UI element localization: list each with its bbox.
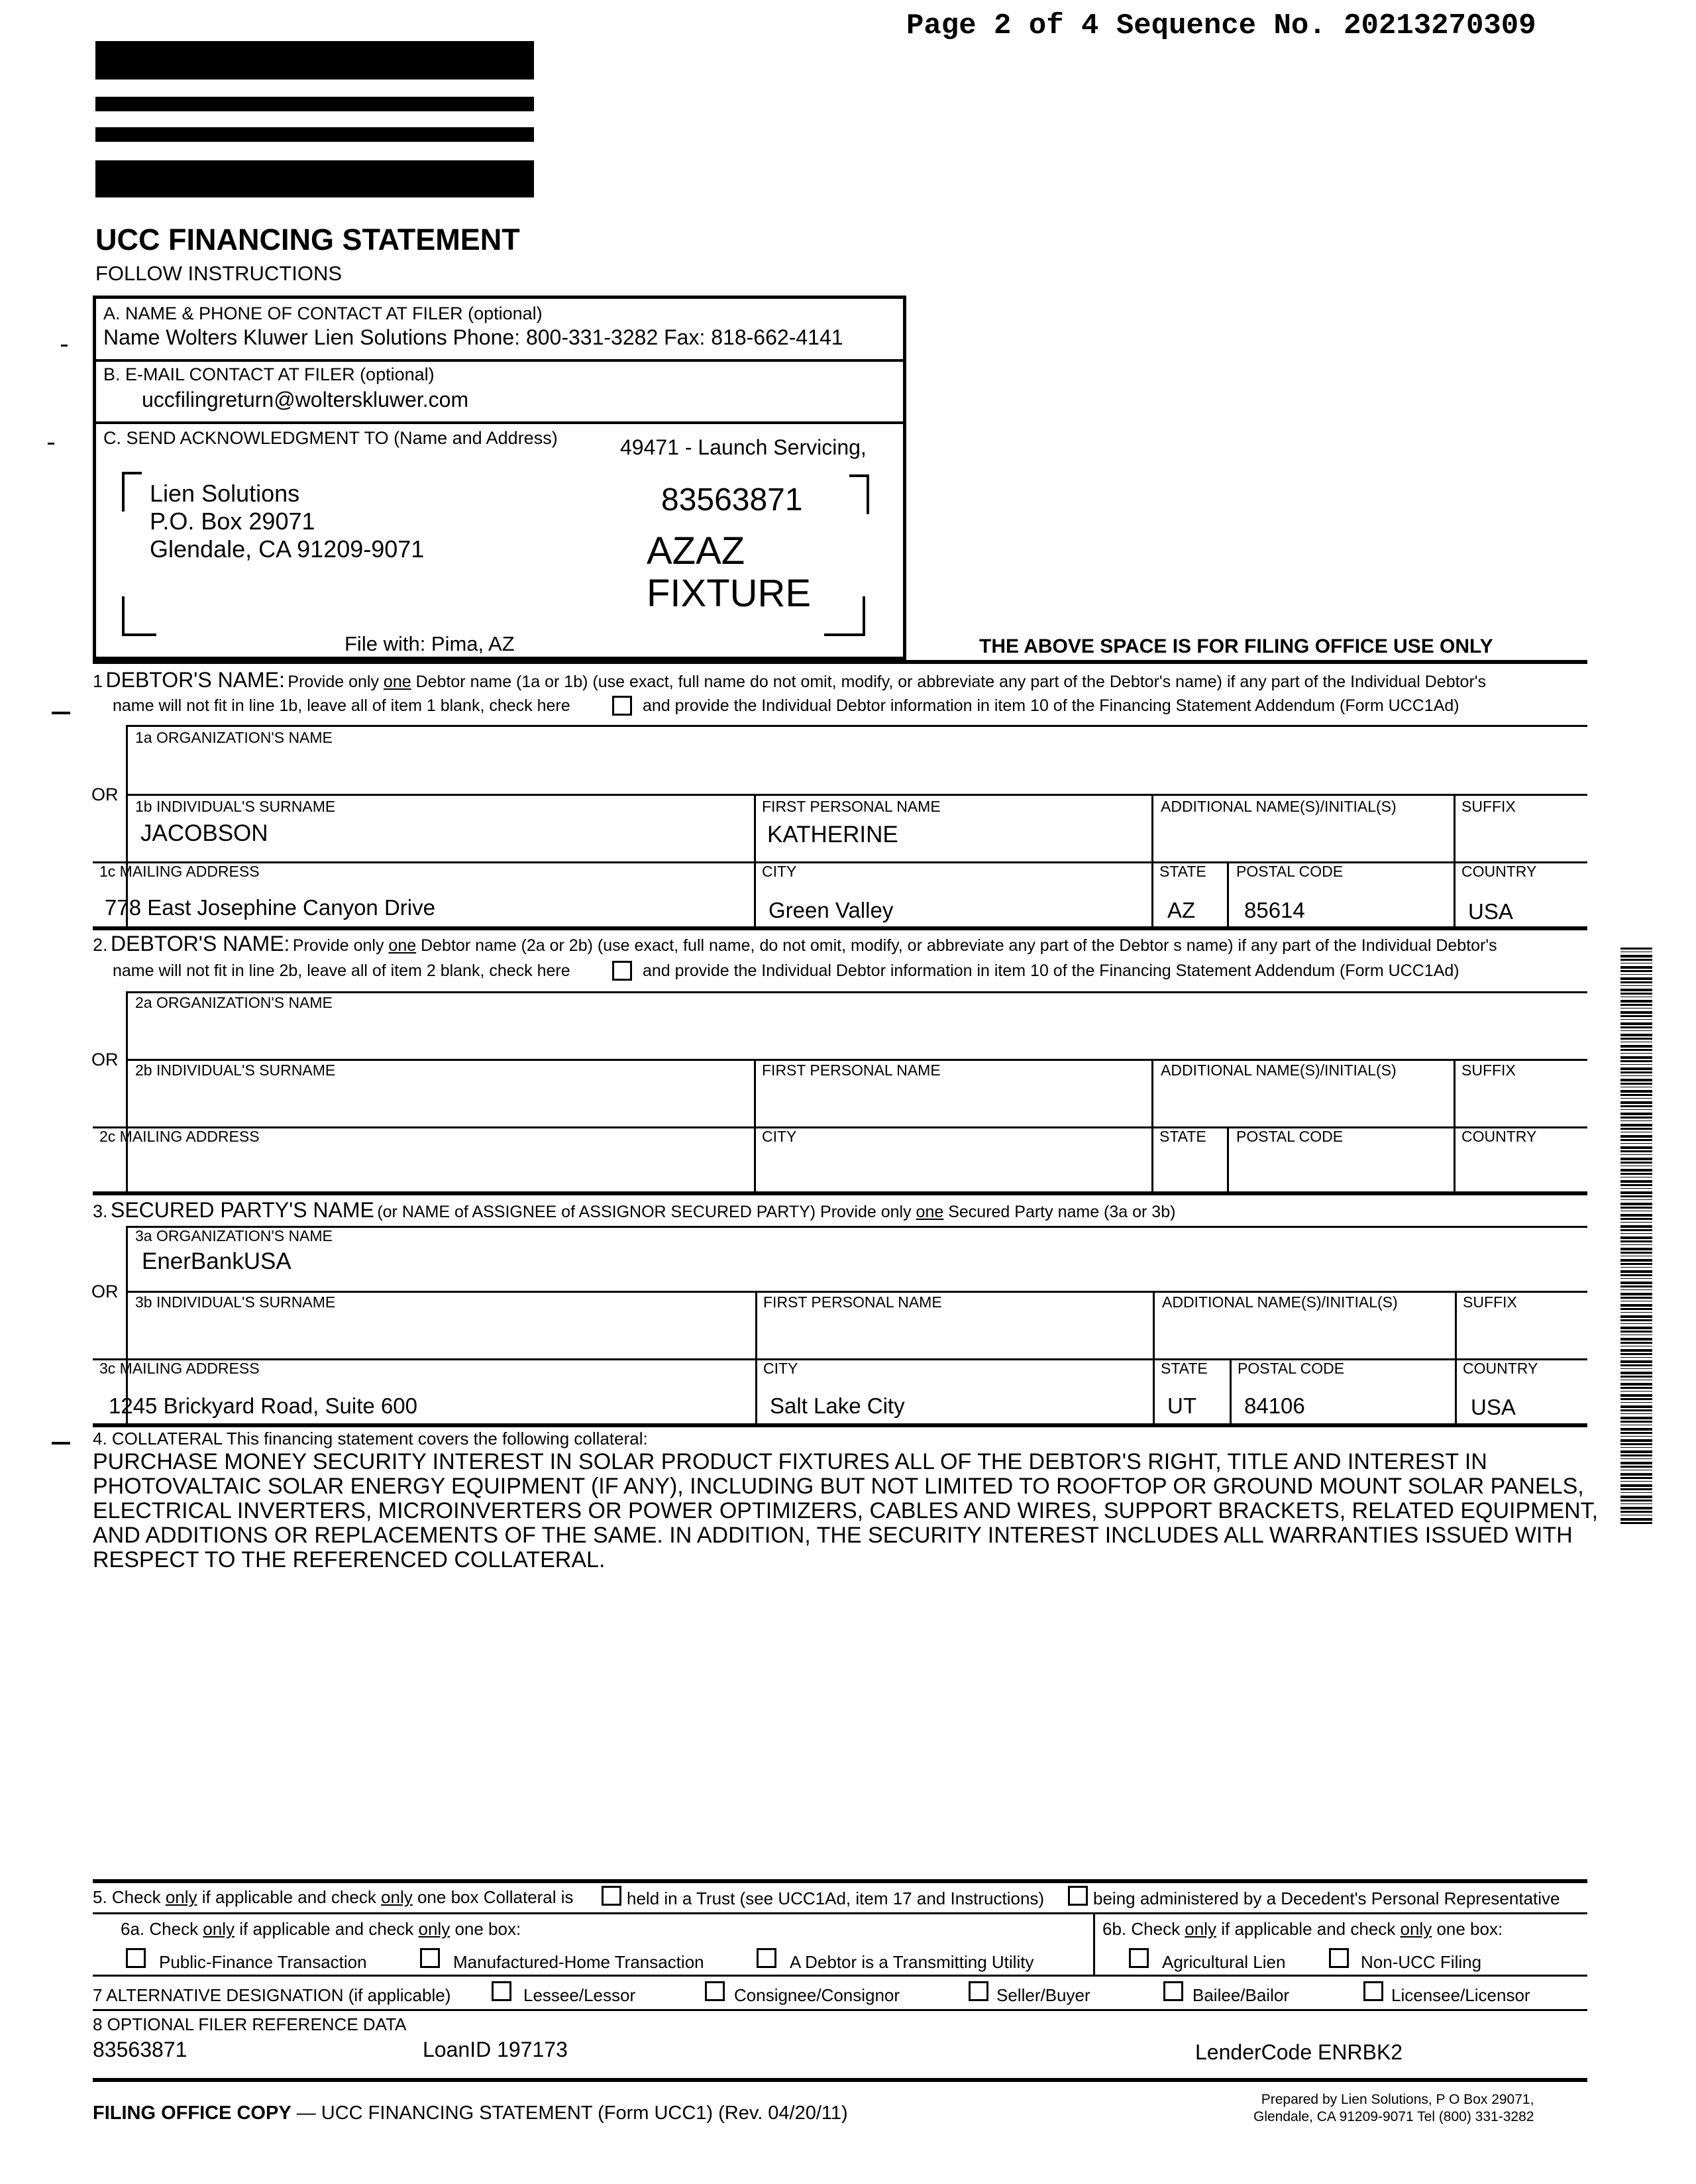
collateral-text [93, 1450, 1598, 1572]
debtor2-instructions: name will not fit in line 2b, leave all of item 2 blank, check here [113, 961, 570, 980]
ack-label: C. SEND ACKNOWLEDGMENT TO (Name and Address) [103, 428, 558, 448]
barcode [1620, 948, 1652, 1524]
debtor2-org-label: 2a ORGANIZATION'S NAME [135, 994, 333, 1011]
secured-city-label: CITY [763, 1360, 798, 1377]
ack-number: 83563871 [661, 482, 803, 518]
debtor2-country-label: COUNTRY [1461, 1128, 1537, 1145]
item5-decedent-checkbox[interactable] [1068, 1886, 1088, 1906]
collateral-line: PHOTOVALTAIC SOLAR ENERGY EQUIPMENT (IF ANY), INCLUDING BUT NOT LIMITED TO ROOFTOP OR GROUND MOUNT SOLAR PANELS, [93, 1474, 1584, 1499]
debtor2-or-label: OR [91, 1050, 119, 1069]
form-title: UCC FINANCING STATEMENT [95, 223, 520, 256]
debtor1-mailing-field[interactable]: 778 East Josephine Canyon Drive [105, 895, 435, 920]
file-with: File with: Pima, AZ [344, 632, 515, 655]
debtor1-instructions-cont: and provide the Individual Debtor information in item 10 of the Financing Statement Addendum (Form UCC1Ad) [643, 696, 1459, 715]
secured-heading: 3. SECURED PARTY'S NAME (or NAME of ASSIGNEE of ASSIGNOR SECURED PARTY) Provide only one Secured Party name (3a or 3b) [93, 1198, 1176, 1222]
debtor1-country-field[interactable]: USA [1468, 899, 1513, 924]
debtor2-heading: 2. DEBTOR'S NAME: Provide only one Debtor name (2a or 2b) (use exact, full name, do not omit, modify, or abbreviate any part of the Debtor s name) if any part of the Individual Debtor's [93, 932, 1497, 956]
secured-additional-label: ADDITIONAL NAME(S)/INITIAL(S) [1162, 1293, 1398, 1311]
debtor2-mailing-label: 2c MAILING ADDRESS [99, 1128, 260, 1145]
debtor1-city-label: CITY [762, 863, 797, 880]
footer-copy: FILING OFFICE COPY — UCC FINANCING STATEMENT (Form UCC1) (Rev. 04/20/11) [93, 2102, 848, 2124]
consignee-consignor-label: Consignee/Consignor [734, 1985, 900, 2005]
item5-label: 5. Check only if applicable and check only one box Collateral is [93, 1887, 574, 1907]
secured-postal-field[interactable]: 84106 [1244, 1393, 1305, 1418]
footer-prepared-by: Prepared by Lien Solutions, P O Box 29071, Glendale, CA 91209-9071 Tel (800) 331-3282 [1253, 2092, 1534, 2124]
debtor1-additional-label: ADDITIONAL NAME(S)/INITIAL(S) [1161, 798, 1397, 815]
debtor2-state-label: STATE [1159, 1128, 1206, 1145]
item8-label: 8 OPTIONAL FILER REFERENCE DATA [93, 2014, 407, 2034]
secured-country-label: COUNTRY [1463, 1360, 1538, 1377]
filer-reference-3[interactable]: LenderCode ENRBK2 [1195, 2040, 1403, 2064]
secured-postal-label: POSTAL CODE [1238, 1360, 1345, 1377]
secured-surname-label: 3b INDIVIDUAL'S SURNAME [135, 1293, 336, 1311]
bracket-top-left [122, 472, 142, 512]
secured-country-field[interactable]: USA [1471, 1395, 1516, 1419]
secured-state-field[interactable]: UT [1167, 1393, 1196, 1418]
secured-state-label: STATE [1161, 1360, 1208, 1377]
bracket-top-right [849, 474, 869, 514]
non-ucc-filing-label: Non-UCC Filing [1361, 1952, 1482, 1972]
debtor1-instructions: name will not fit in line 1b, leave all of item 1 blank, check here [113, 696, 570, 715]
contact-label: A. NAME & PHONE OF CONTACT AT FILER (optional) [103, 303, 543, 323]
debtor1-city-field[interactable]: Green Valley [768, 898, 894, 922]
bailee-bailor-checkbox[interactable] [1163, 1981, 1183, 2001]
non-ucc-filing-checkbox[interactable] [1329, 1948, 1349, 1968]
lessee-lessor-label: Lessee/Lessor [523, 1985, 636, 2005]
collateral-line: RESPECT TO THE REFERENCED COLLATERAL. [93, 1547, 606, 1572]
debtor1-postal-label: POSTAL CODE [1236, 863, 1344, 880]
debtor2-instructions-cont: and provide the Individual Debtor information in item 10 of the Financing Statement Addendum (Form UCC1Ad) [643, 961, 1459, 980]
bracket-bottom-left [122, 596, 156, 636]
manufactured-home-checkbox[interactable] [420, 1948, 440, 1968]
bailee-bailor-label: Bailee/Bailor [1192, 1985, 1289, 2005]
item5-trust-checkbox[interactable] [602, 1886, 621, 1906]
ack-code-1: AZAZ [647, 529, 745, 573]
seller-buyer-label: Seller/Buyer [996, 1985, 1090, 2005]
debtor1-suffix-label: SUFFIX [1461, 798, 1516, 815]
filer-reference-2[interactable]: LoanID 197173 [423, 2038, 568, 2061]
debtor1-postal-field[interactable]: 85614 [1244, 898, 1305, 922]
debtor2-org-field[interactable] [139, 1014, 1577, 1054]
debtor1-country-label: COUNTRY [1461, 863, 1537, 880]
email-label: B. E-MAIL CONTACT AT FILER (optional) [103, 364, 435, 384]
secured-org-field[interactable]: EnerBankUSA [142, 1248, 292, 1274]
manufactured-home-label: Manufactured-Home Transaction [453, 1952, 704, 1972]
debtor2-addendum-checkbox[interactable] [612, 961, 632, 981]
debtor1-state-field[interactable]: AZ [1167, 898, 1196, 922]
licensee-licensor-label: Licensee/Licensor [1391, 1985, 1530, 2005]
item6b-label: 6b. Check only if applicable and check only one box: [1102, 1919, 1503, 1939]
secured-org-label: 3a ORGANIZATION'S NAME [135, 1227, 333, 1244]
collateral-label: 4. COLLATERAL This financing statement covers the following collateral: [93, 1429, 648, 1448]
item6a-label: 6a. Check only if applicable and check only one box: [121, 1919, 521, 1939]
debtor1-first-field[interactable]: KATHERINE [767, 822, 898, 847]
debtor1-surname-label: 1b INDIVIDUAL'S SURNAME [135, 798, 336, 815]
email-value: uccfilingreturn@wolterskluwer.com [142, 388, 469, 411]
debtor2-surname-label: 2b INDIVIDUAL'S SURNAME [135, 1062, 336, 1079]
collateral-line: ELECTRICAL INVERTERS, MICROINVERTERS OR POWER OPTIMIZERS, CABLES AND WIRES, SUPPORT BRACKETS, RELATED EQUIPMENT, [93, 1498, 1599, 1523]
ack-name: Lien Solutions [150, 480, 300, 507]
ack-code-2: FIXTURE [647, 572, 812, 615]
lessee-lessor-checkbox[interactable] [492, 1981, 511, 2001]
form-subtitle: FOLLOW INSTRUCTIONS [95, 262, 343, 285]
contact-value: Name Wolters Kluwer Lien Solutions Phone: 800-331-3282 Fax: 818-662-4141 [103, 325, 843, 349]
debtor2-postal-label: POSTAL CODE [1236, 1128, 1344, 1145]
debtor2-city-label: CITY [762, 1128, 797, 1145]
secured-first-label: FIRST PERSONAL NAME [763, 1293, 942, 1311]
ack-address-line2: Glendale, CA 91209-9071 [150, 535, 425, 563]
agricultural-lien-checkbox[interactable] [1129, 1948, 1149, 1968]
debtor1-or-label: OR [91, 785, 119, 804]
transmitting-utility-checkbox[interactable] [757, 1948, 776, 1968]
transmitting-utility-label: A Debtor is a Transmitting Utility [790, 1952, 1034, 1972]
debtor2-additional-label: ADDITIONAL NAME(S)/INITIAL(S) [1161, 1062, 1397, 1079]
secured-mailing-field[interactable]: 1245 Brickyard Road, Suite 600 [109, 1393, 417, 1418]
page-sequence: Page 2 of 4 Sequence No. 20213270309 [906, 9, 1536, 42]
debtor1-first-label: FIRST PERSONAL NAME [762, 798, 941, 815]
agricultural-lien-label: Agricultural Lien [1162, 1952, 1286, 1972]
secured-suffix-label: SUFFIX [1463, 1293, 1517, 1311]
debtor1-state-label: STATE [1159, 863, 1206, 880]
public-finance-label: Public-Finance Transaction [159, 1952, 367, 1972]
licensee-licensor-checkbox[interactable] [1363, 1981, 1383, 2001]
secured-or-label: OR [91, 1282, 119, 1301]
filer-reference-1[interactable]: 83563871 [93, 2038, 187, 2061]
consignee-consignor-checkbox[interactable] [705, 1981, 725, 2001]
debtor1-surname-field[interactable]: JACOBSON [140, 820, 268, 846]
debtor1-org-label: 1a ORGANIZATION'S NAME [135, 729, 333, 746]
debtor2-suffix-label: SUFFIX [1461, 1062, 1516, 1079]
secured-mailing-label: 3c MAILING ADDRESS [99, 1360, 260, 1377]
debtor1-mailing-label: 1c MAILING ADDRESS [99, 863, 260, 880]
debtor1-heading: 1 DEBTOR'S NAME: Provide only one Debtor name (1a or 1b) (use exact, full name do not omit, modify, or abbreviate any part of the Debtor's name) if any part of the Individual Debtor's [93, 668, 1487, 692]
bracket-bottom-right [824, 596, 865, 636]
secured-city-field[interactable]: Salt Lake City [770, 1393, 905, 1418]
ack-reference: 49471 - Launch Servicing, [620, 435, 867, 459]
item5-trust-label: held in a Trust (see UCC1Ad, item 17 and Instructions) [627, 1888, 1045, 1908]
filing-office-note: THE ABOVE SPACE IS FOR FILING OFFICE USE ONLY [979, 635, 1493, 657]
debtor1-addendum-checkbox[interactable] [612, 696, 632, 716]
item7-label: 7 ALTERNATIVE DESIGNATION (if applicable) [93, 1985, 451, 2005]
collateral-line: AND ADDITIONS OR REPLACEMENTS OF THE SAME. IN ADDITION, THE SECURITY INTEREST INCLUDES ALL WARRANTIES ISSUED WITH [93, 1523, 1573, 1548]
public-finance-checkbox[interactable] [126, 1948, 146, 1968]
seller-buyer-checkbox[interactable] [969, 1981, 988, 2001]
debtor2-first-label: FIRST PERSONAL NAME [762, 1062, 941, 1079]
item5-decedent-label: being administered by a Decedent's Personal Representative [1093, 1888, 1560, 1908]
ack-address-line1: P.O. Box 29071 [150, 508, 315, 535]
collateral-line: PURCHASE MONEY SECURITY INTEREST IN SOLAR PRODUCT FIXTURES ALL OF THE DEBTOR'S RIGHT, TITLE AND INTEREST IN [93, 1449, 1487, 1474]
